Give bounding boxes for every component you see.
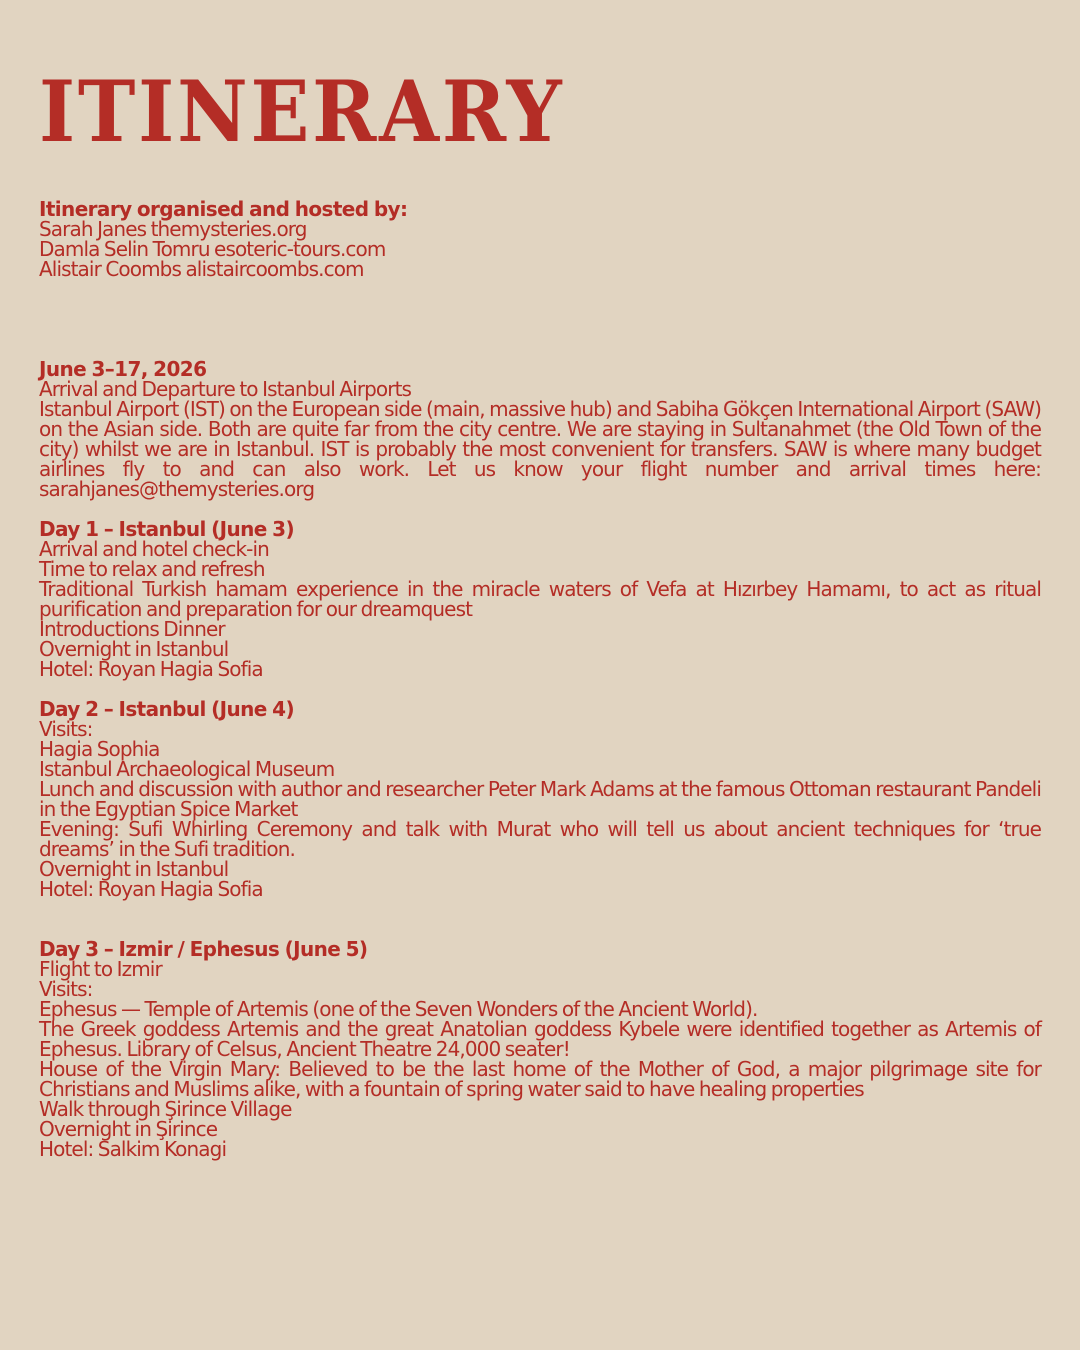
list-item: Hagia Sophia bbox=[39, 737, 160, 761]
host-item: Damla Selin Tomru esoteric-tours.com bbox=[39, 237, 386, 261]
overview-paragraph: Istanbul Airport (IST) on the European side (main, massive hub) and Sabiha Gökçen International Airport (SAW) on the Asian side. Both are quite far from the city centre. We are staying in Sultanahmet (the Old Town of the city) whilst we are in Istanbul. IST is probably the most convenient for transfers. SAW is where many budget airlines fly to and can also work. Let us know your flight number and arrival times here: sarahjanes@themysteries.org bbox=[39, 397, 1041, 501]
list-item: Evening: Sufi Whirling Ceremony and talk with Murat who will tell us about ancient techniques for ‘true dreams’ in the Sufi tradition. bbox=[39, 817, 1041, 861]
list-item: House of the Virgin Mary: Believed to be the last home of the Mother of God, a major pilgrimage site for Christians and Muslims alike, with a fountain of spring water said to have healing properties bbox=[39, 1057, 1041, 1101]
day3-section bbox=[39, 939, 1041, 1159]
day2-heading: Day 2 – Istanbul (June 4) bbox=[39, 697, 294, 721]
hosts-section bbox=[39, 199, 1041, 279]
list-item: Hotel: Salkim Konagi bbox=[39, 1137, 227, 1161]
list-item: Visits: bbox=[39, 717, 93, 741]
list-item: Istanbul Archaeological Museum bbox=[39, 757, 335, 781]
hosts-heading: Itinerary organised and hosted by: bbox=[39, 197, 408, 221]
list-item: Introductions Dinner bbox=[39, 617, 225, 641]
day3-heading: Day 3 – Izmir / Ephesus (June 5) bbox=[39, 937, 368, 961]
day2-section bbox=[39, 699, 1041, 899]
list-item: Flight to Izmir bbox=[39, 957, 162, 981]
list-item: Hotel: Royan Hagia Sofia bbox=[39, 657, 263, 681]
list-item: Lunch and discussion with author and researcher Peter Mark Adams at the famous Ottoman restaurant Pandeli in the Egyptian Spice Market bbox=[39, 777, 1041, 821]
list-item: Visits: bbox=[39, 977, 93, 1001]
list-item: Time to relax and refresh bbox=[39, 557, 265, 581]
host-item: Sarah Janes themysteries.org bbox=[39, 217, 307, 241]
list-item: Arrival and hotel check-in bbox=[39, 537, 269, 561]
day1-section bbox=[39, 519, 1041, 679]
list-item: Ephesus — Temple of Artemis (one of the Seven Wonders of the Ancient World). bbox=[39, 997, 758, 1021]
list-item: The Greek goddess Artemis and the great Anatolian goddess Kybele were identified together as Artemis of Ephesus. Library of Celsus, Ancient Theatre 24,000 seater! bbox=[39, 1017, 1041, 1061]
list-item: Hotel: Royan Hagia Sofia bbox=[39, 877, 263, 901]
list-item: Walk through Şirince Village bbox=[39, 1097, 292, 1121]
list-item: Overnight in Istanbul bbox=[39, 857, 229, 881]
overview-section bbox=[39, 359, 1041, 499]
list-item: Overnight in Şirince bbox=[39, 1117, 218, 1141]
itinerary-page bbox=[39, 62, 1041, 1161]
list-item: Overnight in Istanbul bbox=[39, 637, 229, 661]
day1-heading: Day 1 – Istanbul (June 3) bbox=[39, 517, 294, 541]
dates-heading: June 3–17, 2026 bbox=[39, 357, 207, 381]
overview-subtitle: Arrival and Departure to Istanbul Airports bbox=[39, 377, 412, 401]
host-item: Alistair Coombs alistaircoombs.com bbox=[39, 257, 364, 281]
list-item: Traditional Turkish hamam experience in the miracle waters of Vefa at Hızırbey Hamamı, to act as ritual purification and preparation for our dreamquest bbox=[39, 577, 1041, 621]
page-title: ITINERARY bbox=[39, 62, 565, 161]
